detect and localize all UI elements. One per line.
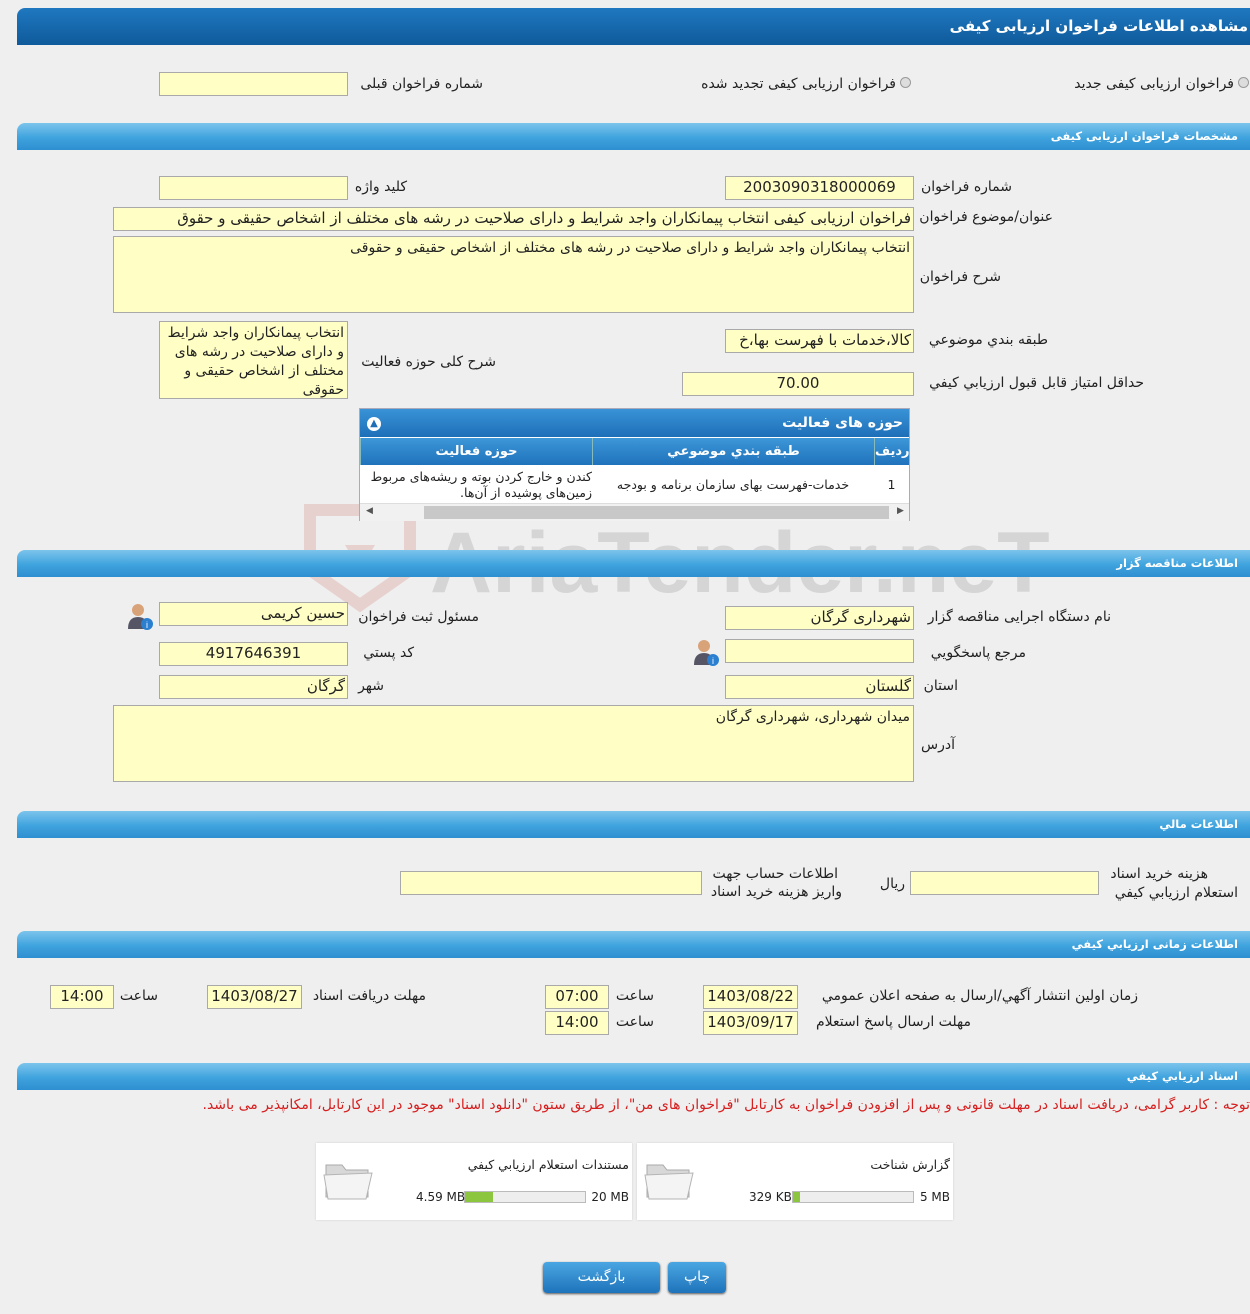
prev-number-label: شماره فراخوان قبلی xyxy=(360,76,483,92)
desc-field[interactable]: انتخاب پیمانکاران واجد شرایط و دارای صلاحیت در رشه های مختلف از اشخاص حقیقی و حقوقی xyxy=(113,236,914,313)
min-score-field[interactable]: 70.00 xyxy=(682,372,914,396)
reply-date-field[interactable]: 1403/09/17 xyxy=(703,1011,798,1035)
file-title: مستندات استعلام ارزيابي کيفي xyxy=(467,1157,629,1172)
activity-grid xyxy=(359,408,910,521)
print-button[interactable]: چاپ xyxy=(668,1262,726,1293)
cost-label-2: استعلام ارزيابي کيفي xyxy=(1114,885,1238,901)
number-label: شماره فراخوان xyxy=(921,179,1012,195)
activity-grid-title: حوزه های فعالیت xyxy=(782,415,903,431)
file-progress-bar xyxy=(792,1191,914,1203)
col-header-row: ردیف xyxy=(874,438,909,465)
reply-time-field[interactable]: 14:00 xyxy=(545,1011,609,1035)
svg-text:i: i xyxy=(146,620,148,630)
section-timing xyxy=(17,931,1250,958)
registrar-label: مسئول ثبت فراخوان xyxy=(358,609,479,625)
file-size: 329 KB xyxy=(749,1190,792,1204)
city-label: شهر xyxy=(358,678,384,694)
province-field[interactable]: گلستان xyxy=(725,675,914,699)
section-specs xyxy=(17,123,1250,150)
radio-new-label: فراخوان ارزیابی کیفی جدید xyxy=(1074,76,1234,92)
activity-desc-field[interactable]: انتخاب پیمانکاران واجد شرایط و دارای صلاحیت در رشه های مختلف از اشخاص حقیقی و حقوقی xyxy=(159,321,348,399)
keyword-label: کلید واژه xyxy=(354,179,407,195)
keyword-field[interactable] xyxy=(159,176,348,200)
cell-row-number: 1 xyxy=(887,477,896,492)
scroll-left-icon[interactable]: ◀ xyxy=(366,506,373,516)
radio-new[interactable] xyxy=(1238,77,1249,88)
section-financial-title: اطلاعات مالي xyxy=(1159,817,1238,831)
address-field[interactable]: میدان شهرداری، شهرداری گرگان xyxy=(113,705,914,782)
back-button[interactable]: بازگشت xyxy=(543,1262,660,1293)
section-organizer-title: اطلاعات مناقصه گزار xyxy=(1116,556,1238,570)
reply-label: مهلت ارسال پاسخ استعلام xyxy=(815,1014,971,1030)
folder-icon xyxy=(322,1157,374,1203)
radio-renewed[interactable] xyxy=(900,77,911,88)
section-documents xyxy=(17,1063,1250,1090)
receive-label: مهلت دریافت اسناد xyxy=(312,988,426,1004)
documents-note: توجه : کاربر گرامی، دریافت اسناد در مهلت قانونی و پس از افزودن فراخوان به کارتابل "فراخوان های من"، از طریق ستون "دانلود اسناد" موجود در این کارتابل، امکانپذیر می باشد. xyxy=(202,1097,1250,1113)
user-info-icon[interactable] xyxy=(124,601,154,631)
responder-info-icon[interactable] xyxy=(690,637,720,667)
section-timing-title: اطلاعات زمانی ارزيابي کيفي xyxy=(1071,937,1238,951)
registrar-field[interactable]: حسین کریمی xyxy=(159,602,348,626)
page-title: مشاهده اطلاعات فراخوان ارزیابی کیفی xyxy=(949,17,1248,35)
desc-label: شرح فراخوان xyxy=(919,269,1001,285)
svg-text:i: i xyxy=(712,656,714,666)
file-progress-bar xyxy=(464,1191,586,1203)
postal-label: کد پستي xyxy=(363,645,414,661)
page-header xyxy=(17,8,1250,45)
currency-label: ریال xyxy=(879,876,905,892)
section-specs-title: مشخصات فراخوان ارزیابی کیفی xyxy=(1050,129,1238,143)
file-progress-fill xyxy=(793,1192,800,1202)
category-field[interactable]: کالا،خدمات با فهرست بها،خ xyxy=(725,329,914,353)
file-progress-fill xyxy=(465,1192,493,1202)
activity-desc-label: شرح کلی حوزه فعالیت xyxy=(361,354,496,370)
radio-renewed-label: فراخوان ارزیابی کیفی تجدید شده xyxy=(701,76,896,92)
subject-label: عنوان/موضوع فراخوان xyxy=(919,209,1053,225)
account-label-1: اطلاعات حساب جهت xyxy=(712,866,838,882)
account-field[interactable] xyxy=(400,871,702,895)
activity-grid-header xyxy=(360,409,909,437)
ref-field[interactable] xyxy=(725,639,914,663)
publish-label: زمان اولین انتشار آگهي/ارسال به صفحه اعلان عمومي xyxy=(821,988,1138,1004)
org-field[interactable]: شهرداری گرگان xyxy=(725,606,914,630)
reply-time-label: ساعت xyxy=(615,1014,654,1030)
org-label: نام دستگاه اجرایی مناقصه گزار xyxy=(927,609,1111,625)
receive-date-field[interactable]: 1403/08/27 xyxy=(207,985,302,1009)
file-size: 4.59 MB xyxy=(416,1190,466,1204)
receive-time-label: ساعت xyxy=(119,988,158,1004)
publish-time-label: ساعت xyxy=(615,988,654,1004)
min-score-label: حداقل امتیاز قابل قبول ارزيابي کيفي xyxy=(929,375,1144,391)
province-label: استان xyxy=(923,678,958,694)
subject-field[interactable]: فراخوان ارزیابی کیفی انتخاب پیمانکاران واجد شرایط و دارای صلاحیت در رشه های مختلف از اشخاص حقیقی و حقوق xyxy=(113,207,914,231)
cell-activity: کندن و خارج کردن بوته و ریشه‌های مربوط زمین‌های پوشیده از آن‌ها. xyxy=(370,469,592,500)
section-financial xyxy=(17,811,1250,838)
postal-field[interactable]: 4917646391 xyxy=(159,642,348,666)
scroll-right-icon[interactable]: ▶ xyxy=(897,506,904,516)
file-max-size: 20 MB xyxy=(591,1190,629,1204)
col-header-category: طبقه بندي موضوعي xyxy=(592,438,874,465)
collapse-icon[interactable]: ▲ xyxy=(367,417,381,431)
ref-label: مرجع پاسخگويي xyxy=(930,645,1026,661)
receive-time-field[interactable]: 14:00 xyxy=(50,985,114,1009)
file-max-size: 5 MB xyxy=(919,1190,950,1204)
file-title: گزارش شناخت xyxy=(870,1157,950,1172)
horizontal-scrollbar[interactable] xyxy=(360,503,909,521)
publish-time-field[interactable]: 07:00 xyxy=(545,985,609,1009)
folder-icon xyxy=(643,1157,695,1203)
category-label: طبقه بندي موضوعي xyxy=(928,332,1048,348)
section-organizer xyxy=(17,550,1250,577)
section-documents-title: اسناد ارزيابي کيفي xyxy=(1126,1069,1238,1083)
col-header-activity: حوزه فعالیت xyxy=(360,438,592,465)
publish-date-field[interactable]: 1403/08/22 xyxy=(703,985,798,1009)
number-field[interactable]: 2003090318000069 xyxy=(725,176,914,200)
scroll-thumb[interactable] xyxy=(424,506,889,519)
cell-category: خدمات-فهرست بهای سازمان برنامه و بودجه xyxy=(616,477,850,492)
file-card[interactable] xyxy=(316,1143,632,1220)
prev-number-field[interactable] xyxy=(159,72,348,96)
cost-label-1: هزینه خرید اسناد xyxy=(1110,866,1208,882)
city-field[interactable]: گرگان xyxy=(159,675,348,699)
account-label-2: واریز هزینه خرید اسناد xyxy=(710,884,842,900)
cost-field[interactable] xyxy=(910,871,1099,895)
file-card[interactable] xyxy=(637,1143,953,1220)
address-label: آدرس xyxy=(921,737,955,753)
